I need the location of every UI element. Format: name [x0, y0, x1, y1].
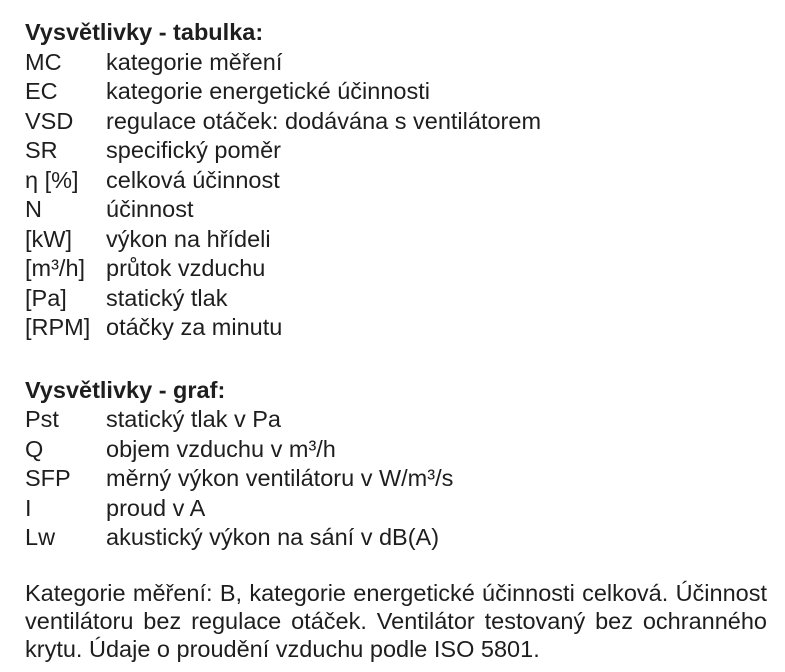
legend-definition: otáčky za minutu	[106, 314, 283, 340]
legend-definition: specifický poměr	[106, 137, 281, 163]
legend-term: SFP	[25, 465, 71, 491]
legend-row	[25, 464, 767, 494]
footnote-line: Kategorie měření: B, kategorie energetické účinnosti celková. Účinnost	[25, 579, 767, 606]
legend-row	[25, 494, 767, 524]
legend-term: [RPM]	[25, 314, 91, 340]
legend-term: N	[25, 196, 42, 222]
footnote-paragraph	[25, 579, 767, 663]
legend-definition: objem vzduchu v m³/h	[106, 435, 336, 462]
legend-row	[25, 523, 767, 553]
legend-term: SR	[25, 137, 58, 163]
legend-term: η [%]	[25, 166, 79, 193]
legend-row	[25, 435, 767, 465]
legend-term: VSD	[25, 107, 74, 134]
legend-row	[25, 166, 767, 196]
graph-legend-heading: Vysvětlivky - graf:	[25, 376, 226, 403]
legend-term: [m³/h]	[25, 255, 86, 281]
legend-term: Pst	[25, 406, 59, 432]
legend-term: EC	[25, 78, 58, 104]
legend-row	[25, 225, 767, 255]
legend-row	[25, 313, 767, 343]
graph-legend-section	[25, 376, 767, 553]
legend-row	[25, 77, 767, 107]
legend-definition: proud v A	[106, 494, 206, 521]
legend-definition: výkon na hřídeli	[106, 225, 271, 252]
legend-row	[25, 405, 767, 435]
legend-definition: průtok vzduchu	[106, 255, 266, 281]
legend-row	[25, 107, 767, 137]
legend-definition: celková účinnost	[106, 166, 280, 193]
table-legend-heading: Vysvětlivky - tabulka:	[25, 19, 264, 45]
legend-term: MC	[25, 48, 62, 75]
legend-row	[25, 195, 767, 225]
legend-definition: měrný výkon ventilátoru v W/m³/s	[106, 465, 454, 491]
legend-definition: regulace otáček: dodávána s ventilátorem	[106, 107, 542, 134]
table-legend-section	[25, 18, 767, 343]
legend-definition: účinnost	[106, 196, 194, 222]
footnote-line: krytu. Údaje o proudění vzduchu podle ISO 5801.	[25, 635, 540, 662]
footnote-line: ventilátoru bez regulace otáček. Ventilátor testovaný bez ochranného	[25, 607, 767, 634]
legend-term: [Pa]	[25, 284, 67, 311]
legend-definition: statický tlak	[106, 284, 228, 311]
legend-row	[25, 284, 767, 314]
legend-definition: akustický výkon na sání v dB(A)	[106, 524, 440, 550]
legend-row	[25, 48, 767, 78]
legend-definition: kategorie energetické účinnosti	[106, 78, 430, 104]
legend-definition: kategorie měření	[106, 48, 283, 75]
legend-term: Lw	[25, 524, 56, 550]
legend-term: [kW]	[25, 225, 72, 252]
legend-term: Q	[25, 435, 44, 462]
legend-term: I	[25, 494, 32, 521]
legend-row	[25, 136, 767, 166]
legend-row	[25, 254, 767, 284]
legend-definition: statický tlak v Pa	[106, 406, 281, 432]
